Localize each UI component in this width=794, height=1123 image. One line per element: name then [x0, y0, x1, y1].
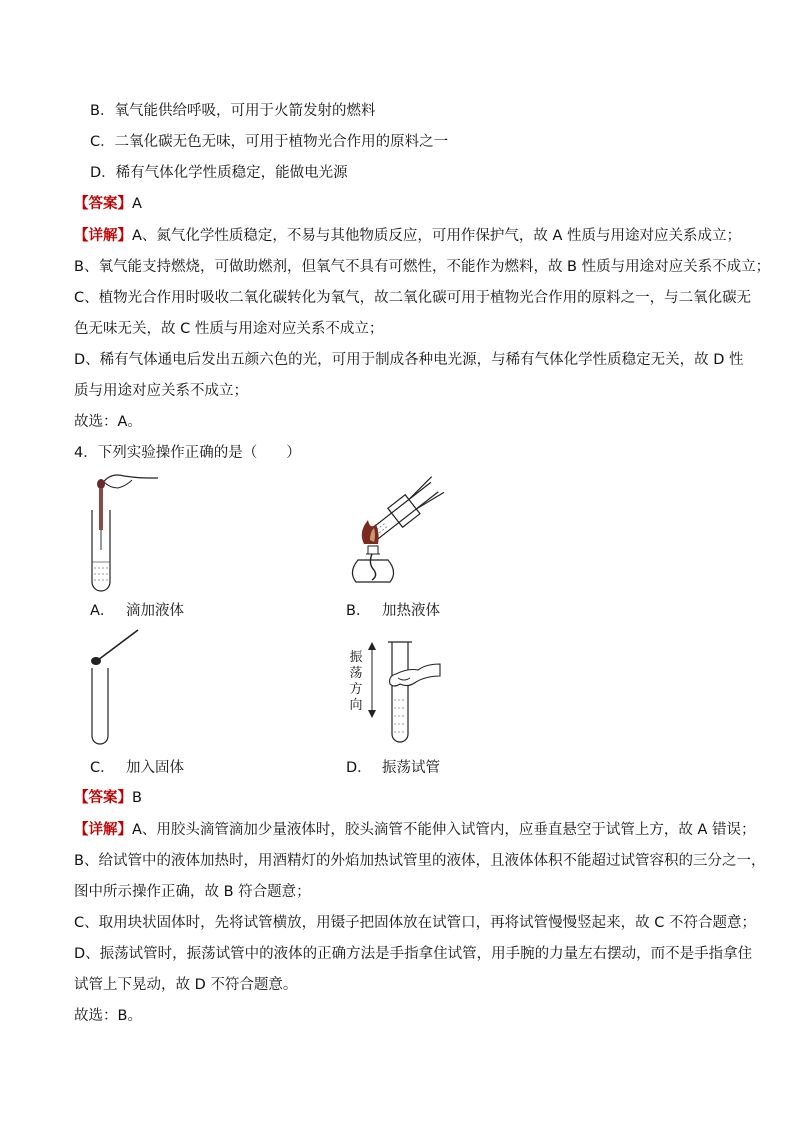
detail-line: D、振荡试管时，振荡试管中的液体的正确方法是手指拿住试管，用手腕的力量左右摆动，而不是手指拿住 [74, 946, 753, 962]
figure-caption: 振荡试管 [382, 760, 440, 776]
figure-caption: 加热液体 [382, 603, 440, 619]
spatula-tube-icon [86, 626, 146, 748]
detail-line [74, 226, 742, 246]
figure-caption-c [90, 756, 184, 777]
answer-tag: 【答案】 [74, 196, 132, 212]
detail-text: A、用胶头滴管滴加少量液体时，胶头滴管不能伸入试管内，应垂直悬空于试管上方，故 A 错误； [132, 822, 756, 838]
figure-caption: 加入固体 [126, 760, 184, 776]
option-c: C．二氧化碳无色无味，可用于植物光合作用的原料之一 [90, 134, 449, 150]
answer-value: A [132, 196, 142, 212]
detail-tag: 【详解】 [74, 822, 132, 838]
detail-tag: 【详解】 [74, 228, 132, 244]
figure-caption-d [346, 756, 440, 777]
detail-line: B、氧气能支持燃烧，可做助燃剂，但氧气不具有可燃性，不能作为燃料，故 B 性质与用途对应关系不成立； [74, 259, 771, 275]
choose-line: 故选：A。 [74, 414, 142, 430]
answer-line [74, 788, 724, 808]
detail-line: 试管上下晃动，故 D 不符合题意。 [74, 977, 298, 993]
question-stem: 4．下列实验操作正确的是（ ） [74, 445, 301, 461]
detail-line: 色无味无关，故 C 性质与用途对应关系不成立； [74, 321, 384, 337]
detail-line: C、植物光合作用时吸收二氧化碳转化为氧气，故二氧化碳可用于植物光合作用的原料之一，与二氧化碳无 [74, 290, 752, 306]
answer-line [74, 194, 724, 214]
detail-line: 质与用途对应关系不成立； [74, 383, 248, 399]
detail-line: 图中所示操作正确，故 B 符合题意； [74, 884, 311, 900]
detail-line [74, 820, 756, 840]
option-b: B．氧气能供给呼吸，可用于火箭发射的燃料 [90, 103, 376, 119]
shake-direction-label: 振荡方向 [349, 650, 363, 713]
answer-tag: 【答案】 [74, 790, 132, 806]
detail-text: A、氮气化学性质稳定，不易与其他物质反应，可用作保护气，故 A 性质与用途对应关系成立； [132, 228, 742, 244]
figure-caption-b [346, 599, 440, 620]
choose-line: 故选：B。 [74, 1008, 142, 1024]
detail-line: B、给试管中的液体加热时，用酒精灯的外焰加热试管里的液体，且液体体积不能超过试管容积的三分之一， [74, 853, 766, 869]
dropper-icon [80, 470, 160, 592]
figure-letter: A． [90, 603, 115, 619]
alcohol-lamp-icon [344, 476, 452, 588]
figure-letter: C． [90, 760, 115, 776]
shake-tube-icon [346, 638, 442, 746]
answer-value: B [132, 790, 142, 806]
detail-line: C、取用块状固体时，先将试管横放，用镊子把固体放在试管口，再将试管慢慢竖起来，故 C 不符合题意； [74, 915, 756, 931]
figure-caption: 滴加液体 [126, 603, 184, 619]
figure-letter: D． [346, 760, 372, 776]
figure-caption-a [90, 599, 184, 620]
detail-line: D、稀有气体通电后发出五颜六色的光，可用于制成各种电光源，与稀有气体化学性质稳定无关，故 D 性 [74, 352, 744, 368]
figure-letter: B． [346, 603, 371, 619]
option-d: D．稀有气体化学性质稳定，能做电光源 [90, 165, 348, 181]
